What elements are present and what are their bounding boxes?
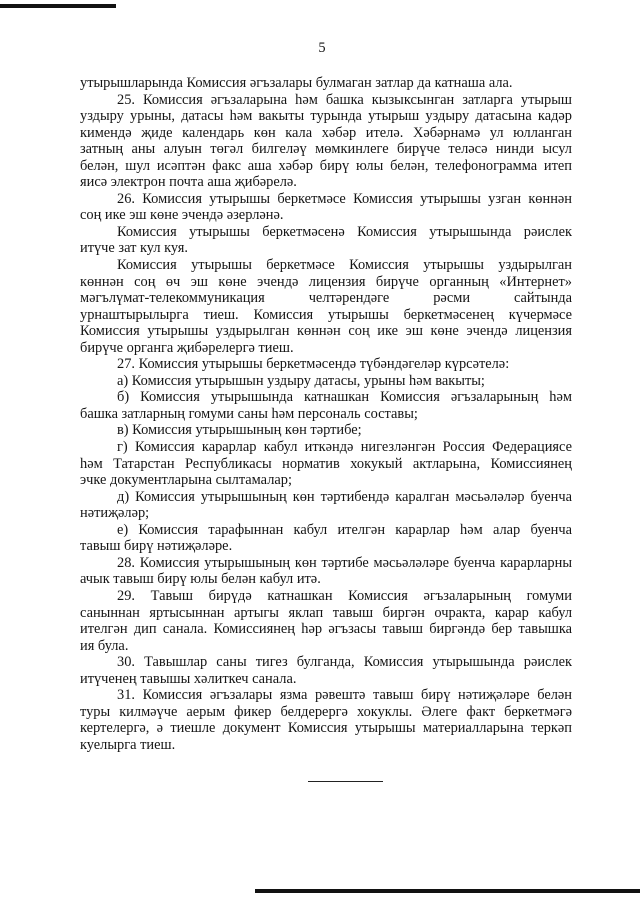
clause-27 — [80, 356, 572, 373]
clause-25 — [80, 92, 572, 191]
text-line: 31. Комиссия әгъзалары язма рәвештә тавыш бирү нәтиҗәләре белән — [117, 687, 572, 704]
text-line: яисә электрон почта аша җибәрелә. — [80, 174, 297, 191]
text-line: тавыш бирү нәтиҗәләре. — [80, 538, 233, 555]
text-line: кертелергә, ә тиешле документ Комиссия утырышы материалларына теркәп — [80, 720, 572, 737]
text-line: Комиссия утырышы беркетмәсенә Комиссия утырышында рәислек — [117, 223, 572, 240]
text-line: ия була. — [80, 637, 129, 654]
text-line: 26. Комиссия утырышы беркетмәсе Комиссия утырышы узган көннән — [117, 190, 572, 207]
text-line: г) Комиссия карарлар кабул иткәндә нигезләнгән Россия Федерациясе — [117, 439, 572, 456]
text-line: Комиссия утырышы уздырылган көннән соң ике эш көне эчендә лицензия — [80, 323, 572, 340]
clause-27-item-d — [80, 489, 572, 522]
text-line: көннән соң өч эш көне эчендә лицензия бирүче органның «Интернет» — [80, 273, 572, 290]
text-line: кимендә җиде календарь көн кала хәбәр ителә. Хәбәрнамә ул юлланган — [80, 124, 572, 141]
text-line: б) Комиссия утырышында катнашкан Комиссия әгъзаларының һәм — [117, 389, 572, 406]
clause-30 — [80, 654, 572, 687]
paragraph-continuation — [80, 75, 572, 92]
text-line: ачык тавыш бирү юлы белән кабул итә. — [80, 571, 321, 588]
scan-edge-mark-bottom — [255, 889, 640, 893]
text-line: һәм Татарстан Республикасы норматив хокукый актларына, Комиссиянең — [80, 455, 572, 472]
clause-31 — [80, 687, 572, 753]
text-line: утырышларында Комиссия әгъзалары булмаган затлар да катнаша ала. — [80, 75, 513, 91]
text-line: е) Комиссия тарафыннан кабул ителгән карарлар һәм алар буенча — [117, 521, 572, 538]
clause-26-part-3 — [80, 257, 572, 356]
clause-27-item-b — [80, 389, 572, 422]
text-line: башка затларның гомуми саны һәм персональ составы; — [80, 405, 418, 422]
text-line: 25. Комиссия әгъзаларына һәм башка кызыксынган затларга утырыш — [117, 91, 572, 108]
text-line: затның аны алуын төгәл билгеләү мөмкинлеге бирүче теләсә нинди ысул — [80, 141, 572, 158]
clause-28 — [80, 555, 572, 588]
clause-27-item-e — [80, 522, 572, 555]
text-line: а) Комиссия утырышын уздыру датасы, урыны һәм вакыты; — [117, 372, 485, 389]
clause-26-part-2 — [80, 224, 572, 257]
closing-rule — [308, 781, 383, 782]
clause-27-item-v — [80, 422, 572, 439]
text-line: ителгән дип санала. Комиссиянең һәр әгъзасы тавыш биргәндә бер тавышка — [80, 621, 572, 638]
text-line: нәтиҗәләр; — [80, 505, 150, 522]
text-line: бирүче органга җибәрелергә тиеш. — [80, 339, 294, 356]
text-line: Комиссия утырышы беркетмәсе Комиссия утырышы уздырылган — [117, 257, 572, 274]
text-line: белән, шул исәптән факс аша хәбәр бирү юлы белән, телефонограмма итеп — [80, 157, 572, 174]
text-line: урнаштырылырга тиеш. Комиссия утырышы беркетмәсенең күчермәсе — [80, 306, 572, 323]
text-line: в) Комиссия утырышының көн тәртибе; — [117, 422, 362, 439]
text-line: 28. Комиссия утырышының көн тәртибе мәсьәләләре буенча карарларны — [117, 554, 572, 571]
text-line: туры килмәүче аерым фикер белдерергә хокуклы. Әлеге факт беркетмәгә — [80, 703, 572, 720]
text-line: 30. Тавышлар саны тигез булганда, Комиссия утырышында рәислек — [117, 654, 572, 671]
clause-29 — [80, 588, 572, 654]
text-line: итүченең тавышы хәлиткеч санала. — [80, 670, 297, 687]
document-body — [80, 75, 572, 753]
scan-edge-mark-top — [0, 4, 116, 8]
clause-26 — [80, 191, 572, 224]
text-line: саныннан яртысыннан артыгы яклап тавыш биргән очракта, карар кабул — [80, 604, 572, 621]
text-line: эчке документларына сылтамалар; — [80, 472, 292, 489]
text-line: итүче зат кул куя. — [80, 240, 188, 257]
text-line: соң ике эш көне эчендә әзерләнә. — [80, 207, 284, 224]
text-line: куелырга тиеш. — [80, 736, 176, 753]
page-number: 5 — [318, 40, 326, 56]
text-line: 27. Комиссия утырышы беркетмәсендә түбәндәгеләр күрсәтелә: — [117, 356, 510, 373]
clause-27-item-g — [80, 439, 572, 489]
text-line: уздыру урыны, датасы һәм вакыты турында утырыш уздыру датасына кадәр — [80, 108, 572, 125]
text-line: д) Комиссия утырышының көн тәртибендә каралган мәсьәләләр буенча — [117, 488, 572, 505]
text-line: мәгълүмат-телекоммуникация челтәрендәге рәсми сайтында — [80, 290, 572, 307]
text-line: 29. Тавыш бирүдә катнашкан Комиссия әгъзаларының гомуми — [117, 587, 572, 604]
clause-27-item-a — [80, 373, 572, 390]
